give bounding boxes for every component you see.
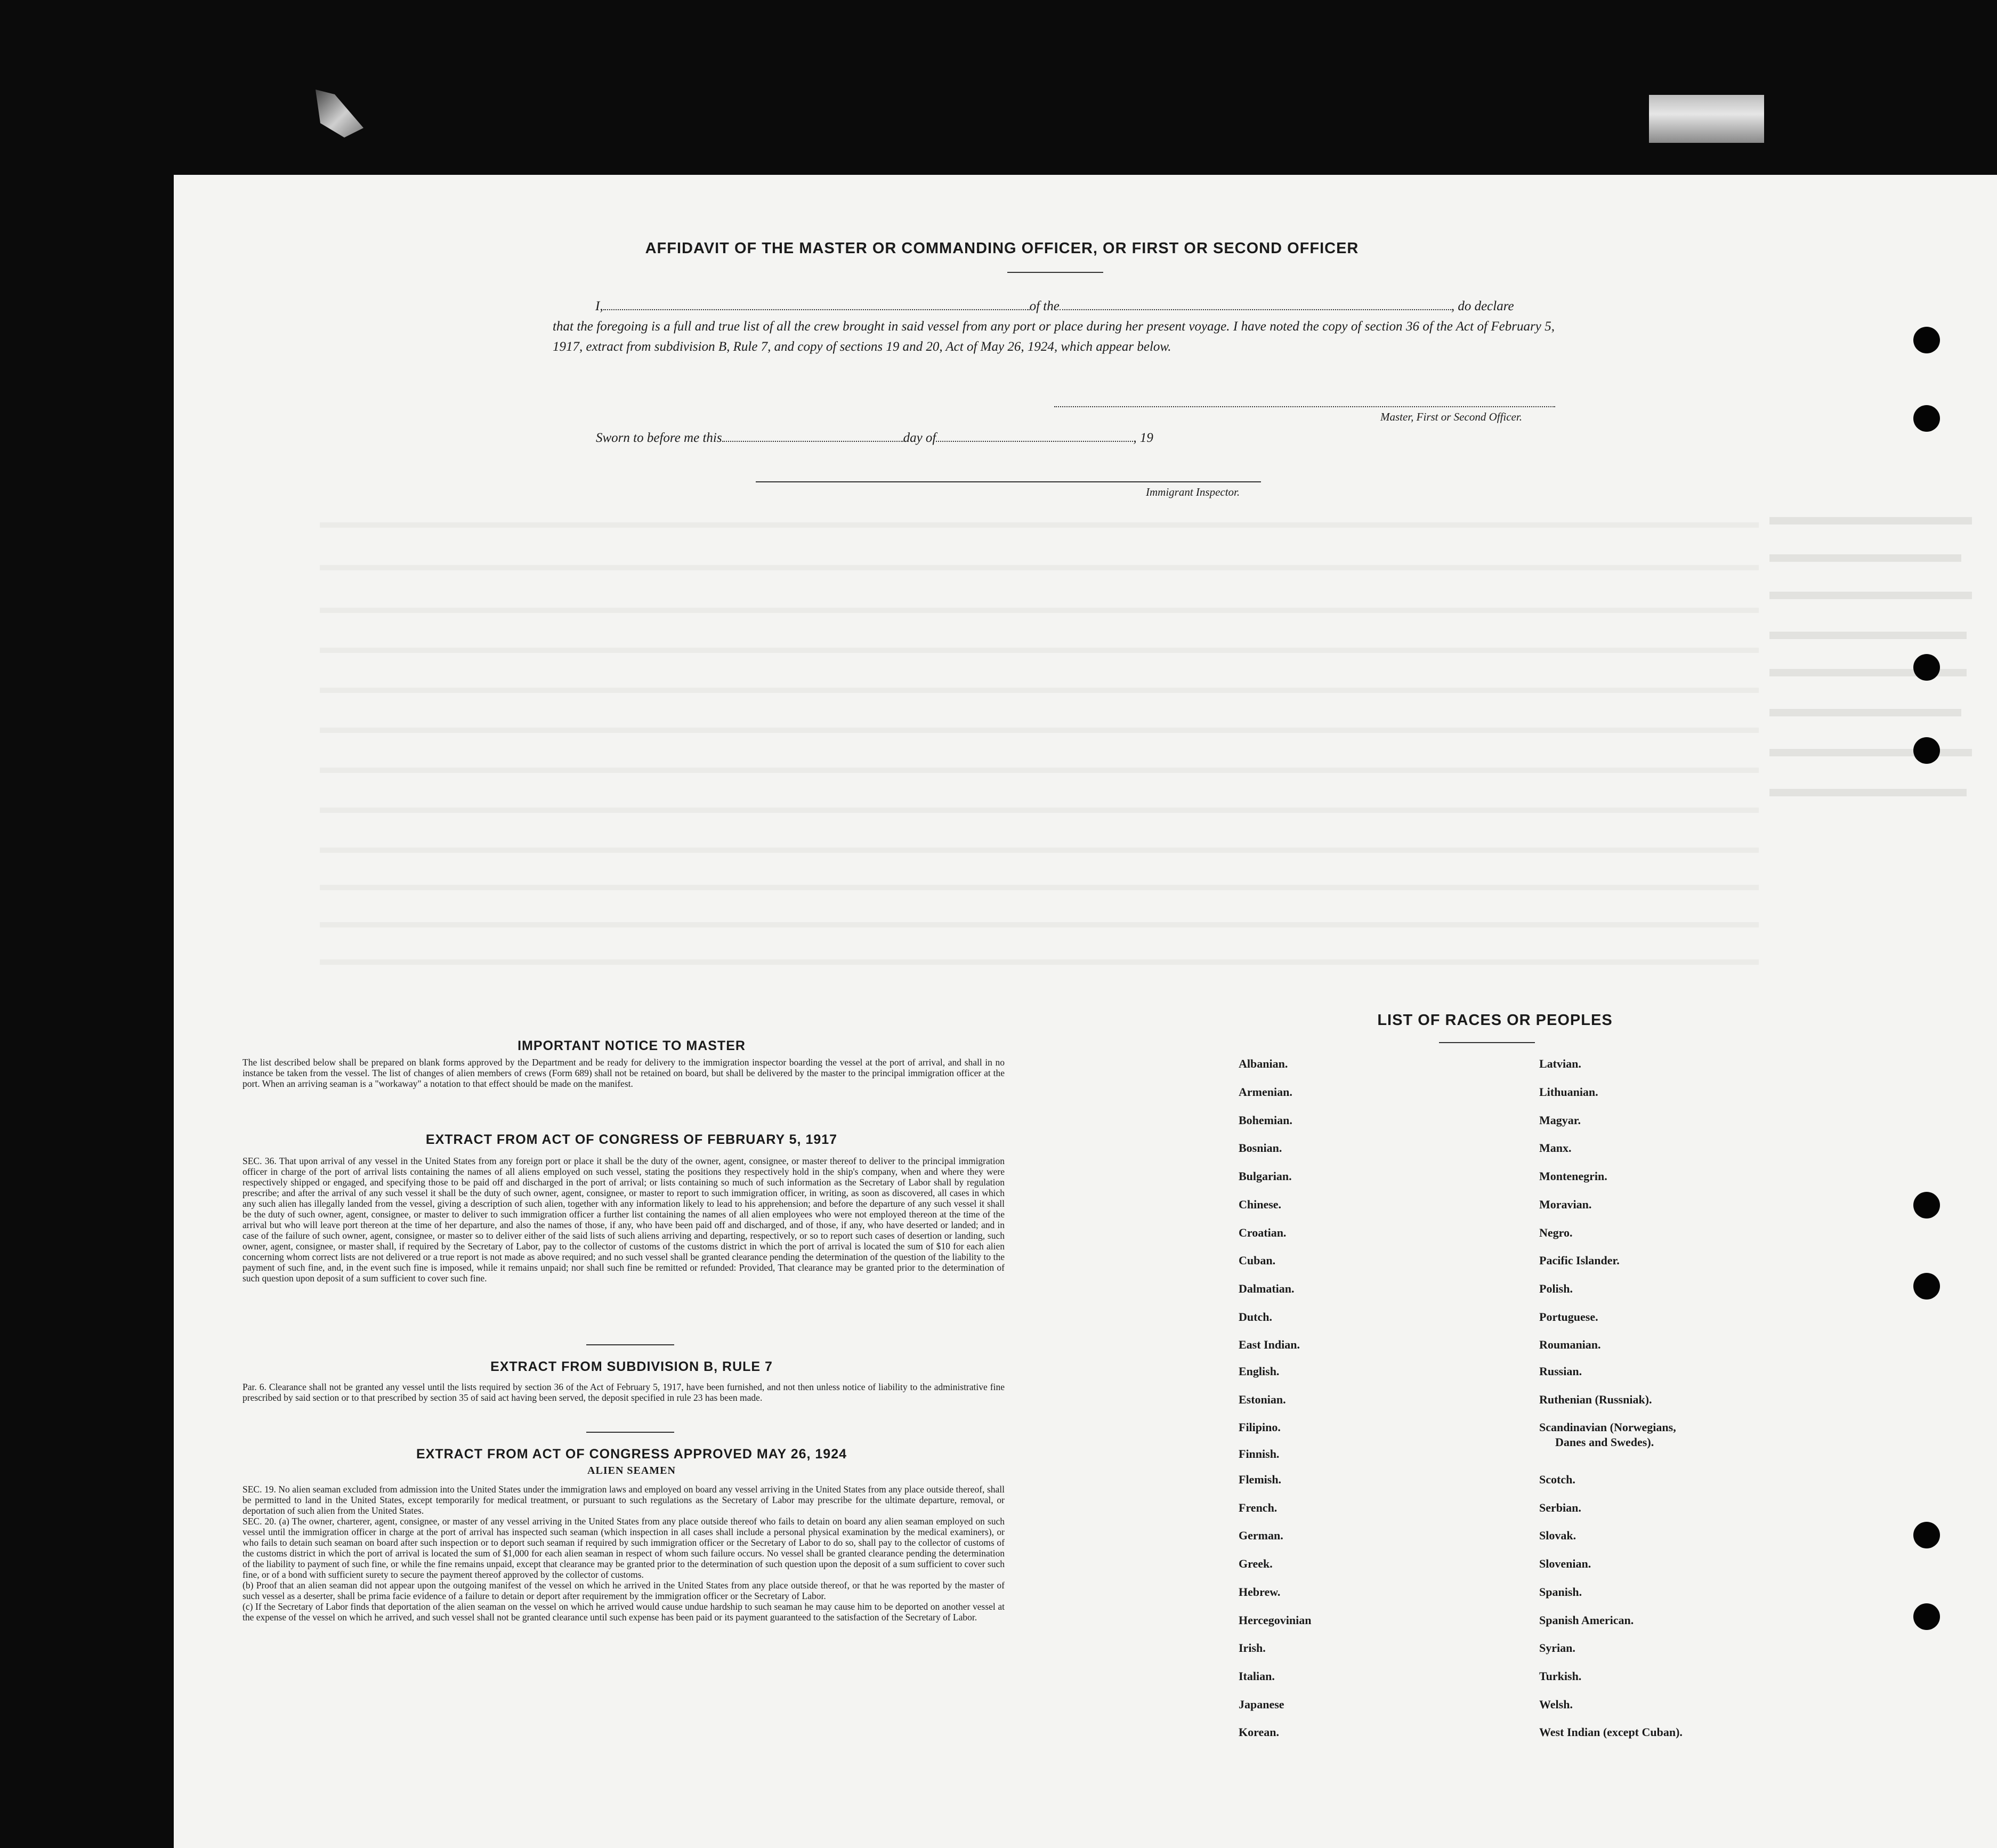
notice-title: IMPORTANT NOTICE TO MASTER — [518, 1038, 746, 1053]
race-item: Roumanian. — [1539, 1338, 1601, 1351]
notice-text: The list described below shall be prepared on blank forms approved by the Department and be ready for delivery to the immigration inspector boarding the vessel at the port of arrival, and shall in no instance be taken from the vessel. The list of changes of alien members of crews (Form 689) shall not be retained on board, but shall be delivered by the master to the principal immigration officer at the port. When an arriving seaman is a "workaway" a notation to that effect should be made on the manifest. — [242, 1057, 1005, 1089]
day-of-label: day of — [903, 431, 936, 445]
race-item: Serbian. — [1539, 1501, 1581, 1514]
race-item: Irish. — [1239, 1641, 1266, 1655]
inspector-signature-line[interactable] — [756, 481, 1261, 482]
race-item: Estonian. — [1239, 1393, 1286, 1406]
race-item: Italian. — [1239, 1669, 1275, 1683]
punch-hole — [1913, 405, 1940, 432]
race-item: Polish. — [1539, 1282, 1573, 1295]
race-item: Hercegovinian — [1239, 1613, 1312, 1627]
race-item: Bohemian. — [1239, 1113, 1292, 1127]
race-item: French. — [1239, 1501, 1278, 1514]
affidavit-declare: , do declare — [1451, 299, 1514, 313]
affidavit-text: that the foregoing is a full and true list of all the crew brought in said vessel from any port or place during her present voyage. I have noted the copy of section 36 of the Act of February 5, 1917, extract from subdivision B, Rule 7, and copy of sections 19 and 20, Act of May 26, 1924, which appear below. — [553, 319, 1555, 354]
title-divider — [1007, 272, 1103, 273]
race-item: Bosnian. — [1239, 1141, 1282, 1155]
races-title: LIST OF RACES OR PEOPLES — [1377, 1012, 1613, 1029]
month-blank[interactable] — [936, 440, 1133, 442]
race-item: West Indian (except Cuban). — [1539, 1725, 1683, 1739]
section-divider — [586, 1432, 674, 1433]
race-item: East Indian. — [1239, 1338, 1300, 1351]
race-item: Spanish. — [1539, 1585, 1582, 1599]
race-item: Pacific Islander. — [1539, 1254, 1620, 1267]
punch-hole — [1913, 1603, 1940, 1630]
race-item: Finnish. — [1239, 1447, 1280, 1460]
race-item: Bulgarian. — [1239, 1169, 1292, 1183]
race-item: Korean. — [1239, 1725, 1279, 1739]
paper-tab-right — [1649, 95, 1764, 143]
name-blank[interactable] — [603, 309, 1030, 310]
sec-20a-text: SEC. 20. (a) The owner, charterer, agent, consignee, or master of any vessel arriving in the United States from any place outside thereof who fails to detain on board any alien seaman employed on such vessel until the immigration officer in charge at the port of arrival has inspected such seaman (which inspection in all cases shall include a personal physical examination by the medical examiners), or who fails to detain such seaman on board after such inspection or to deport such seaman if required by such immigration officer or the Secretary of Labor to do so, shall pay to the collector of customs of the customs district in which the port of arrival is located the sum of $1,000 for each alien seaman in respect of whom such failure occurs. No vessel shall be granted clearance pending the determination of the liability to payment of such fine, or while the fine remains unpaid, except that clearance may be granted prior to the determination of such question upon the deposit of a sum sufficient to cover such fine, or of a bond with sufficient surety to secure the payment thereof approved by the collector of customs. — [242, 1516, 1005, 1580]
affidavit-title: AFFIDAVIT OF THE MASTER OR COMMANDING OFFICER, OR FIRST OR SECOND OFFICER — [645, 240, 1359, 257]
race-item: Flemish. — [1239, 1473, 1282, 1486]
master-caption: Master, First or Second Officer. — [1380, 410, 1522, 423]
race-item: Dutch. — [1239, 1310, 1272, 1324]
race-item: Armenian. — [1239, 1085, 1292, 1099]
race-item: Cuban. — [1239, 1254, 1276, 1267]
race-item: Albanian. — [1239, 1057, 1288, 1070]
act-1924-title: EXTRACT FROM ACT OF CONGRESS APPROVED MAY 26, 1924 — [416, 1447, 847, 1462]
punch-hole — [1913, 327, 1940, 353]
race-item: English. — [1239, 1365, 1280, 1378]
race-item: Montenegrin. — [1539, 1169, 1607, 1183]
race-item: Portuguese. — [1539, 1310, 1598, 1324]
race-item: Syrian. — [1539, 1641, 1575, 1655]
punch-hole — [1913, 1522, 1940, 1548]
race-item: Ruthenian (Russniak). — [1539, 1393, 1652, 1406]
inspector-caption: Immigrant Inspector. — [1146, 486, 1240, 498]
race-item: Moravian. — [1539, 1198, 1592, 1211]
rule-7-title: EXTRACT FROM SUBDIVISION B, RULE 7 — [490, 1359, 773, 1374]
race-item: Chinese. — [1239, 1198, 1282, 1211]
race-item: Russian. — [1539, 1365, 1582, 1378]
races-divider — [1439, 1042, 1535, 1043]
sworn-label: Sworn to before me this — [596, 431, 722, 445]
race-item: Hebrew. — [1239, 1585, 1281, 1599]
race-item: Croatian. — [1239, 1226, 1287, 1239]
year-label: , 19 — [1133, 431, 1153, 445]
affidavit-of-the: of the — [1029, 299, 1060, 313]
race-item: Latvian. — [1539, 1057, 1581, 1070]
race-item: Manx. — [1539, 1141, 1572, 1155]
race-item: Lithuanian. — [1539, 1085, 1598, 1099]
sec-19-text: SEC. 19. No alien seaman excluded from admission into the United States under the immigration laws and employed on board any vessel arriving in the United States from any place outside thereof, shall be permitted to land in the United States, except temporarily for medical treatment, or pursuant to such regulations as the Secretary of Labor may prescribe for the ultimate departure, removal, or deportation of such alien from the United States. — [242, 1484, 1005, 1516]
race-item: Spanish American. — [1539, 1613, 1634, 1627]
master-signature-line[interactable] — [1054, 406, 1555, 407]
section-divider — [586, 1344, 674, 1345]
race-item: Slovenian. — [1539, 1557, 1591, 1570]
affidavit-i: I, — [595, 299, 603, 313]
race-item: Negro. — [1539, 1226, 1573, 1239]
race-item: Scandinavian (Norwegians, — [1539, 1421, 1676, 1434]
punch-hole — [1913, 654, 1940, 681]
rule-7-text: Par. 6. Clearance shall not be granted any vessel until the lists required by section 36 of the Act of February 5, 1917, have been furnished, and not then unless notice of liability to the administrative fine prescribed by said section or to that prescribed by section 35 of said act having been served, the deposit specified in rule 23 has been made. — [242, 1382, 1005, 1403]
race-item: Filipino. — [1239, 1421, 1281, 1434]
race-item: Danes and Swedes). — [1555, 1435, 1654, 1449]
race-item: Japanese — [1239, 1698, 1284, 1711]
race-item: Turkish. — [1539, 1669, 1582, 1683]
race-item: Greek. — [1239, 1557, 1273, 1570]
race-item: Scotch. — [1539, 1473, 1575, 1486]
punch-hole — [1913, 1273, 1940, 1300]
race-item: Slovak. — [1539, 1529, 1576, 1542]
sworn-date-blank[interactable] — [722, 440, 903, 442]
sec-20c-text: (c) If the Secretary of Labor finds that deportation of the alien seaman on the vessel on which he arrived would cause undue hardship to such seaman he may cause him to be deported on another vessel at the expense of the vessel on which he arrived, and such vessel shall not be granted clearance until such expense has been paid or its payment guaranteed to the satisfaction of the Secretary of Labor. — [242, 1601, 1005, 1623]
race-item: Dalmatian. — [1239, 1282, 1295, 1295]
sworn-line — [596, 431, 1153, 446]
alien-seamen-subtitle: ALIEN SEAMEN — [587, 1465, 676, 1476]
race-item: German. — [1239, 1529, 1283, 1542]
punch-hole — [1913, 737, 1940, 764]
race-item: Welsh. — [1539, 1698, 1573, 1711]
race-item: Magyar. — [1539, 1113, 1581, 1127]
paper-tab-left — [316, 90, 363, 138]
affidavit-body — [553, 296, 1555, 357]
act-1917-title: EXTRACT FROM ACT OF CONGRESS OF FEBRUARY 5, 1917 — [425, 1132, 838, 1147]
punch-hole — [1913, 1192, 1940, 1218]
act-1917-text: SEC. 36. That upon arrival of any vessel in the United States from any foreign port or place it shall be the duty of the owner, agent, consignee, or master thereof to deliver to the principal immigration officer in charge of the port of arrival lists containing the names of all aliens employed on such vessel, stating the positions they respectively hold in the ship's company, when and where they were respectively shipped or engaged, and specifying those to be paid off and discharged in the port of arrival; or lists containing so much of such information as the Secretary of Labor shall by regulation prescribe; and after the arrival of any such vessel it shall be the duty of such owner, agent, consignee, or master to report to such immigration officer, in writing, as soon as discovered, all cases in which any such alien has illegally landed from the vessel, giving a description of such alien, together with any information likely to lead to his apprehension; and before the departure of any such vessel it shall be the duty of such owner, agent, consignee, or master to deliver to such immigration officer a further list containing the names of all alien employees who were not employed thereon at the time of the arrival but who will leave port thereon at the time of her departure, and also the names of those, if any, who have been paid off and discharged, and of those, if any, who have deserted or landed; and in case of the failure of such owner, agent, consignee, or master so to deliver either of the said lists of such aliens arriving and departing, respectively, or so to report such cases of desertion or landing, such owner, agent, consignee, or master shall, if required by the Secretary of Labor, pay to the collector of customs of the customs district in which the port of arrival is located the sum of $10 for each alien concerning whom correct lists are not delivered or a true report is not made as above required; and no such vessel shall be granted clearance pending the determination of the question of the liability to the payment of such fine, and, in the event such fine is imposed, while it remains unpaid; nor shall such fine be remitted or refunded: Provided, That clearance may be granted prior to the determination of such question upon deposit of a sum sufficient to cover such fine. — [242, 1156, 1005, 1284]
act-1924-text — [242, 1484, 1005, 1623]
vessel-blank[interactable] — [1060, 309, 1451, 310]
sec-20b-text: (b) Proof that an alien seaman did not appear upon the outgoing manifest of the vessel on which he arrived in the United States from any place outside thereof, or that he was reported by the master of such vessel as a deserter, shall be prima facie evidence of a failure to detain or deport after requirement by the immigration officer or the Secretary of Labor. — [242, 1580, 1005, 1601]
